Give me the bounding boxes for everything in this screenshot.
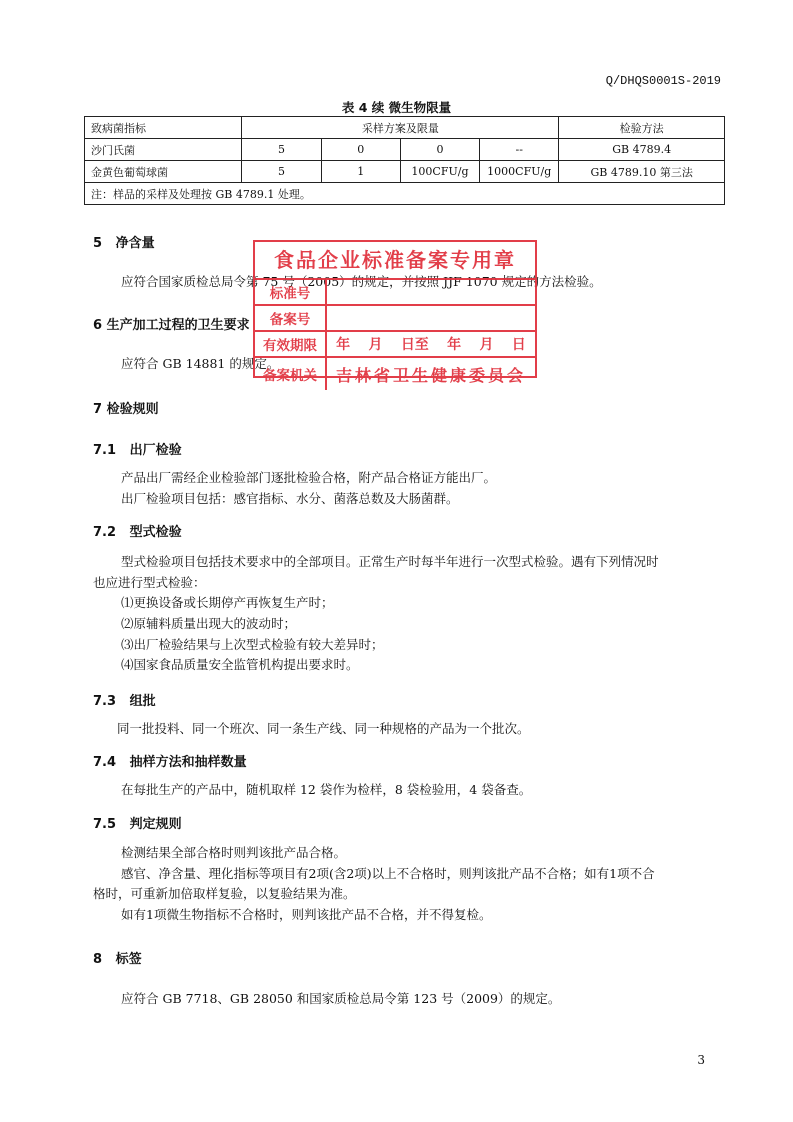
stamp-row-validity (255, 332, 535, 358)
stamp-title: 食品企业标准备案专用章 (255, 242, 535, 280)
table-row (85, 161, 725, 183)
header-indicator: 致病菌指标 (85, 117, 242, 139)
microbial-limit-table (84, 116, 725, 205)
stamp-value-empty (327, 280, 535, 304)
cell-method: GB 4789.10 第三法 (559, 161, 725, 183)
list-item: ⑵原辅料质量出现大的波动时； (121, 616, 297, 631)
section-7-1-para-2: 出厂检验项目包括：感官指标、水分、菌落总数及大肠菌群。 (121, 491, 459, 506)
section-7-5-para-3: 如有1项微生物指标不合格时，则判该批产品不合格，并不得复检。 (121, 907, 492, 922)
cell-m: 100CFU/g (400, 161, 479, 183)
stamp-value-empty (327, 306, 535, 330)
section-number: 7 (93, 402, 103, 417)
table-note: 注：样品的采样及处理按 GB 4789.1 处理。 (85, 183, 725, 205)
section-number: 5 (93, 236, 103, 251)
document-code: Q/DHQS0001S-2019 (605, 74, 721, 88)
section-5-text: 应符合国家质检总局令第 75 号（2005）的规定，并按照 JJF 1070 规定的方法检验。 (121, 274, 602, 289)
stamp-date-part: 月 (368, 337, 383, 353)
section-7-5-heading (93, 813, 182, 832)
section-number: 7.4 (93, 755, 117, 770)
section-5-heading (93, 232, 155, 251)
filing-stamp (253, 240, 537, 385)
cell-n: 5 (242, 139, 321, 161)
section-8-text: 应符合 GB 7718、GB 28050 和国家质检总局令第 123 号（2009）的规定。 (121, 991, 561, 1006)
table-note-row (85, 183, 725, 205)
section-7-3-text: 同一批投料、同一个班次、同一条生产线、同一种规格的产品为一个批次。 (117, 721, 530, 736)
section-7-5-para-1: 检测结果全部合格时则判该批产品合格。 (121, 845, 347, 860)
section-title: 型式检验 (129, 525, 182, 540)
section-7-2-para-1a: 型式检验项目包括技术要求中的全部项目。正常生产时每半年进行一次型式检验。遇有下列情况时 (121, 554, 659, 569)
page-number: 3 (697, 1053, 705, 1067)
cell-M: -- (480, 139, 559, 161)
table-row (85, 139, 725, 161)
stamp-date-part: 年 (336, 337, 351, 353)
list-item: ⑴更换设备或长期停产再恢复生产时； (121, 595, 334, 610)
section-7-2-heading (93, 521, 182, 540)
section-title: 判定规则 (129, 817, 182, 832)
section-6-text: 应符合 GB 14881 的规定。 (121, 356, 280, 371)
table-title: 表 4 续 微生物限量 (341, 100, 452, 115)
section-7-1-heading (93, 439, 182, 458)
stamp-row-filing-no (255, 306, 535, 332)
list-item: ⑶出厂检验结果与上次型式检验有较大差异时； (121, 637, 384, 652)
header-test-method: 检验方法 (559, 117, 725, 139)
section-7-4-text: 在每批生产的产品中，随机取样 12 袋作为检样，8 袋检验用，4 袋备查。 (121, 782, 532, 797)
cell-m: 0 (400, 139, 479, 161)
section-7-3-heading (93, 690, 156, 709)
stamp-date-part: 年 (447, 337, 462, 353)
cell-c: 1 (321, 161, 400, 183)
stamp-row-standard-no (255, 280, 535, 306)
stamp-row-authority (255, 358, 535, 390)
stamp-date-part: 日 (511, 337, 526, 353)
section-number: 6 (93, 318, 103, 333)
cell-name: 沙门氏菌 (85, 139, 242, 161)
cell-M: 1000CFU/g (480, 161, 559, 183)
section-7-heading (93, 398, 159, 417)
section-title: 抽样方法和抽样数量 (129, 755, 247, 770)
stamp-label: 备案号 (255, 306, 327, 330)
table-header-row (85, 117, 725, 139)
section-number: 7.5 (93, 817, 117, 832)
header-sampling-plan: 采样方案及限量 (242, 117, 559, 139)
section-7-2-para-1b: 也应进行型式检验： (93, 575, 206, 590)
section-7-5-para-2a: 感官、净含量、理化指标等项目有2项(含2项)以上不合格时，则判该批产品不合格；如有1项不合 (121, 866, 655, 881)
cell-n: 5 (242, 161, 321, 183)
stamp-date-part: 月 (479, 337, 494, 353)
cell-name: 金黄色葡萄球菌 (85, 161, 242, 183)
stamp-label: 标准号 (255, 280, 327, 304)
cell-method: GB 4789.4 (559, 139, 725, 161)
section-number: 7.2 (93, 525, 117, 540)
section-number: 8 (93, 952, 103, 967)
section-8-heading (93, 948, 142, 967)
section-title: 检验规则 (106, 402, 159, 417)
section-title: 净含量 (115, 236, 155, 251)
section-title: 出厂检验 (129, 443, 182, 458)
list-item: ⑷国家食品质量安全监管机构提出要求时。 (121, 657, 359, 672)
section-6-heading (93, 314, 250, 333)
section-number: 7.1 (93, 443, 117, 458)
stamp-label: 备案机关 (255, 358, 327, 390)
stamp-validity-value (327, 332, 535, 356)
section-7-4-heading (93, 751, 247, 770)
stamp-date-part: 日至 (400, 337, 429, 353)
stamp-authority-value: 吉林省卫生健康委员会 (335, 365, 526, 385)
section-title: 组批 (129, 694, 156, 709)
stamp-label: 有效期限 (255, 332, 327, 356)
section-7-1-para-1: 产品出厂需经企业检验部门逐批检验合格，附产品合格证方能出厂。 (121, 470, 497, 485)
cell-c: 0 (321, 139, 400, 161)
section-number: 7.3 (93, 694, 117, 709)
section-7-5-para-2b: 格时，可重新加倍取样复验，以复验结果为准。 (93, 886, 356, 901)
section-title: 生产加工过程的卫生要求 (106, 318, 250, 333)
section-title: 标签 (115, 952, 142, 967)
